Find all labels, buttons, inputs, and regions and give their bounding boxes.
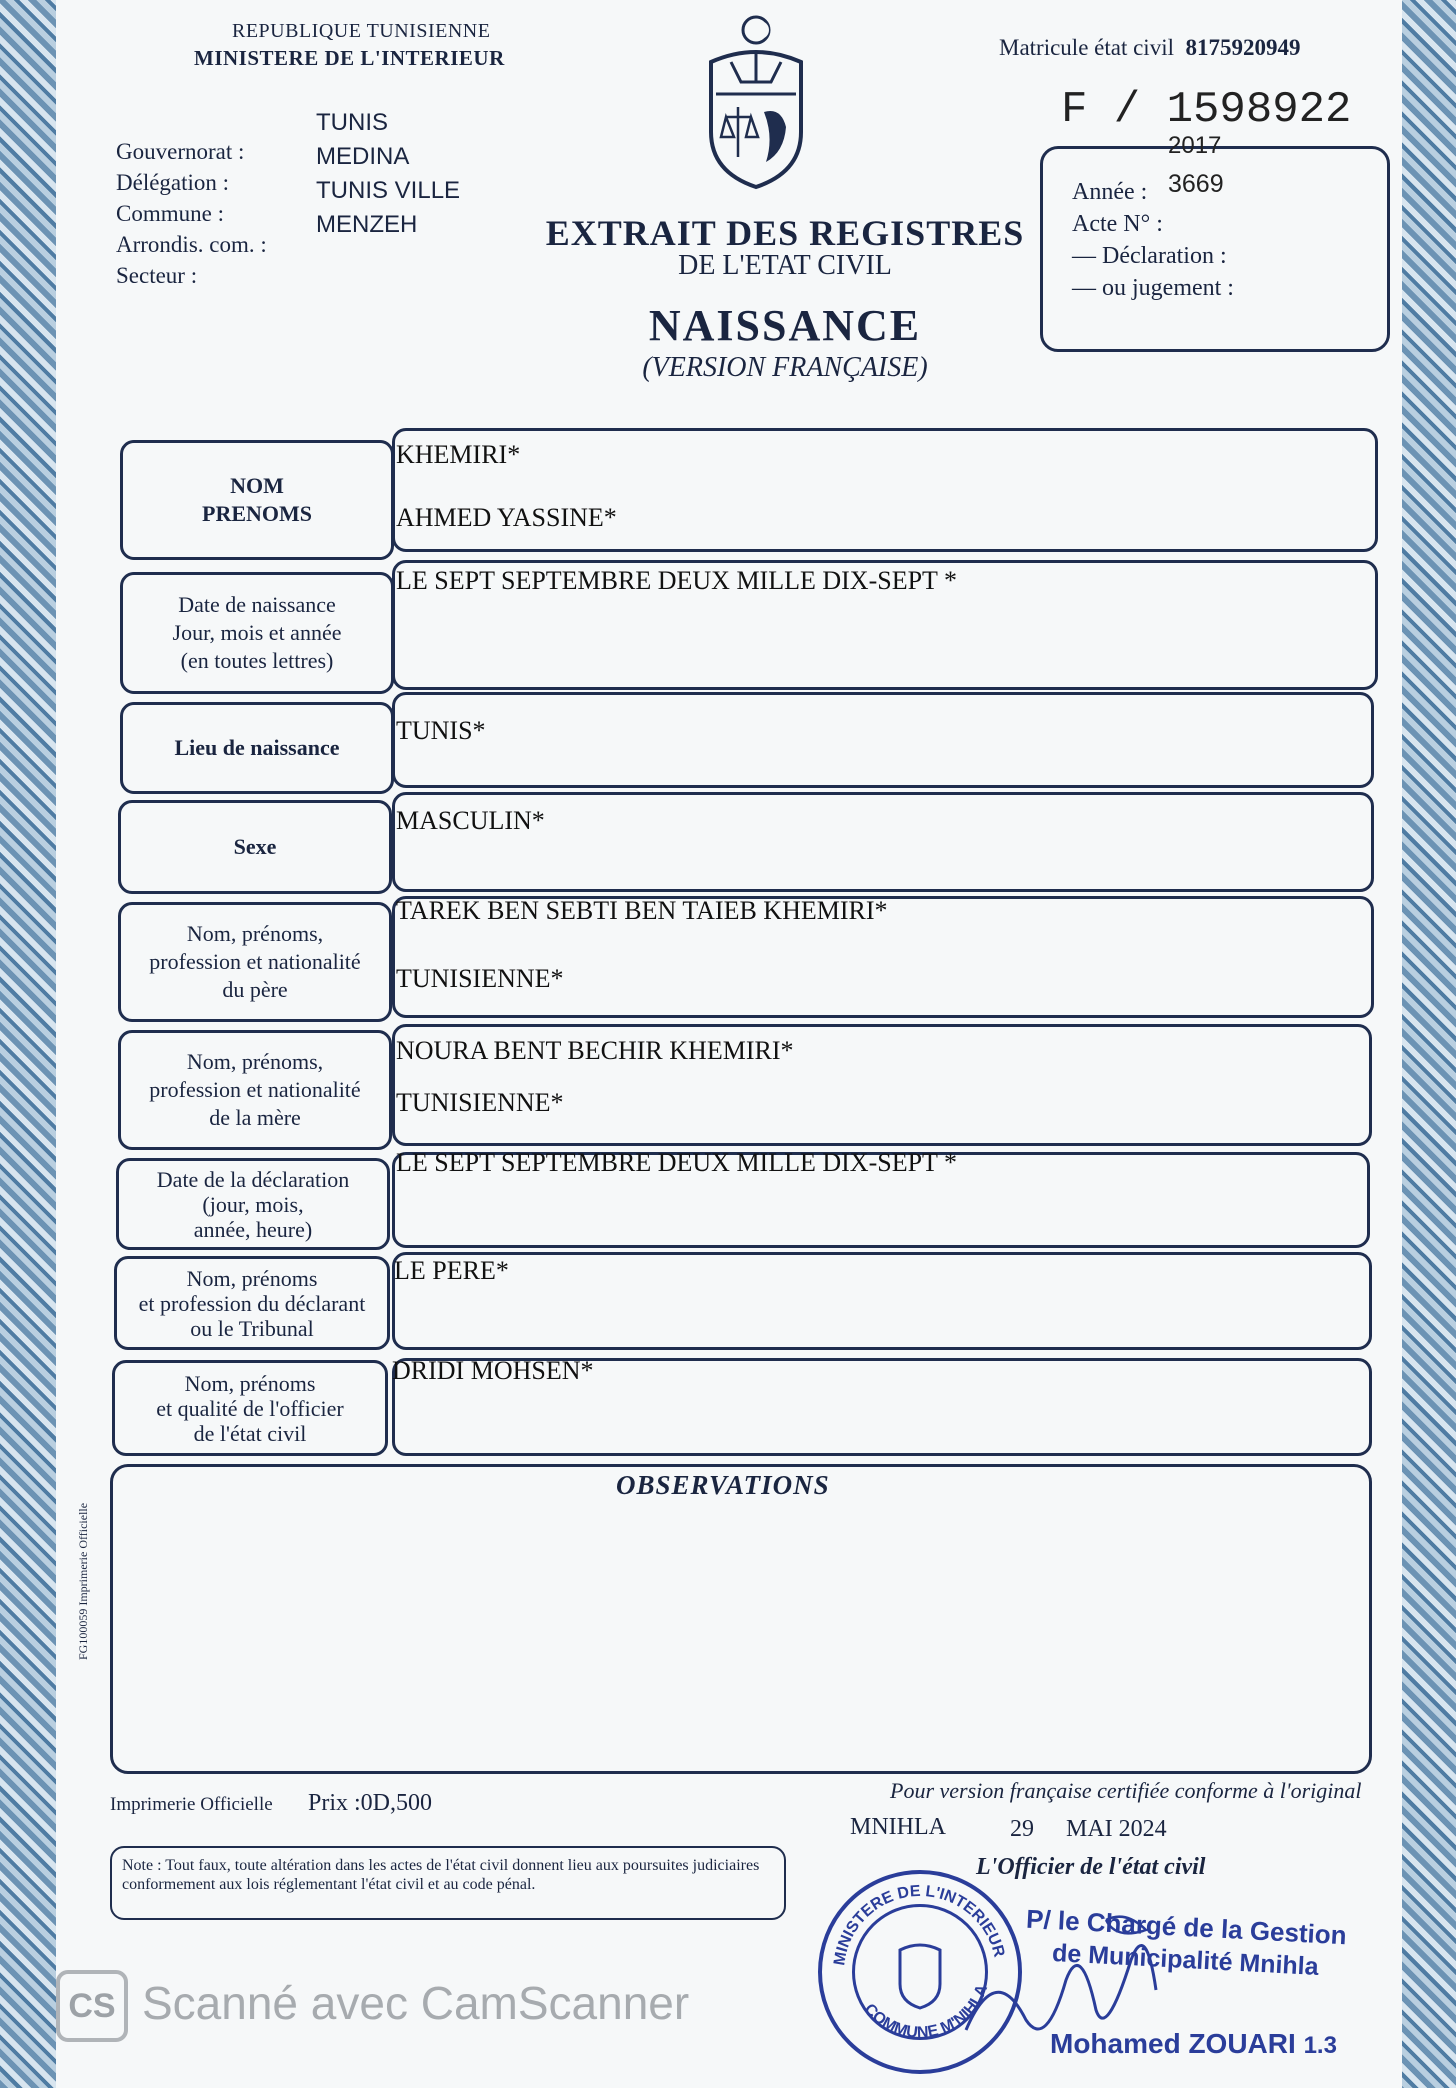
officier-label: Nom, prénoms et qualité de l'officier de l'état civil bbox=[112, 1360, 388, 1456]
officer-title: L'Officier de l'état civil bbox=[976, 1854, 1206, 1880]
nom-prenoms-label: NOM PRENOMS bbox=[120, 440, 394, 560]
delegation-value: MEDINA bbox=[316, 143, 410, 170]
secteur-label: Secteur : bbox=[116, 263, 198, 288]
place-value: MNIHLA bbox=[850, 1814, 946, 1840]
stamp-signer-suffix: 1.3 bbox=[1303, 2032, 1337, 2059]
delegation-label: Délégation : bbox=[116, 170, 230, 195]
title-line2: DE L'ETAT CIVIL bbox=[678, 250, 892, 281]
commune-value: TUNIS VILLE bbox=[316, 177, 461, 204]
right-decorative-border bbox=[1396, 0, 1456, 2088]
lieu-naissance-label: Lieu de naissance bbox=[120, 702, 394, 794]
annee-label: Année : bbox=[1072, 179, 1148, 205]
mere-nationalite-value: TUNISIENNE* bbox=[396, 1088, 564, 1117]
arrondissement-value: MENZEH bbox=[316, 211, 418, 238]
pere-label: Nom, prénoms, profession et nationalité du père bbox=[118, 902, 392, 1022]
prix-label: Prix :0D,500 bbox=[308, 1790, 433, 1816]
acte-number-label: Acte N° : bbox=[1072, 211, 1163, 237]
date-declaration-label: Date de la déclaration (jour, mois, année, heure) bbox=[116, 1158, 390, 1250]
prenoms-value: AHMED YASSINE* bbox=[396, 503, 617, 532]
arrondissement-label: Arrondis. com. : bbox=[116, 232, 267, 257]
observations-title: OBSERVATIONS bbox=[616, 1470, 830, 1500]
sexe-value: MASCULIN* bbox=[396, 806, 545, 835]
republic-label: REPUBLIQUE TUNISIENNE bbox=[232, 20, 491, 42]
jugement-label: — ou jugement : bbox=[1072, 275, 1234, 301]
stamp-ring-top-path: MINISTERE DE L'INTERIEUR bbox=[831, 1882, 1008, 1967]
ministry-label: MINISTERE DE L'INTERIEUR bbox=[194, 46, 505, 70]
matricule-value: 8175920949 bbox=[1185, 35, 1301, 60]
stamp-emblem-icon bbox=[900, 1945, 940, 2008]
date-declaration-value: LE SEPT SEPTEMBRE DEUX MILLE DIX-SEPT * bbox=[396, 1148, 957, 1177]
mere-nom-value: NOURA BENT BECHIR KHEMIRI* bbox=[396, 1036, 794, 1065]
imprimerie-label: Imprimerie Officielle bbox=[110, 1794, 273, 1815]
location-labels bbox=[116, 136, 267, 291]
title-naissance: NAISSANCE bbox=[648, 301, 922, 350]
stamp-ring-bottom-path: COMMUNE M'NIHLA bbox=[860, 1982, 992, 2042]
stamp-signer bbox=[1050, 2028, 1337, 2060]
nom-prenoms-field bbox=[392, 428, 1378, 552]
legal-note: Note : Tout faux, toute altération dans les actes de l'état civil donnent lieu aux poursuites judiciaires conformement aux lois réglementant l'état civil et au code pénal. bbox=[110, 1846, 786, 1920]
camscanner-watermark-text: Scanné avec CamScanner bbox=[142, 1977, 690, 2029]
stamp-line2: de Municipalité Mnihla bbox=[1051, 1939, 1320, 1981]
lieu-naissance-value: TUNIS* bbox=[396, 716, 486, 745]
stamp-line1: P/ le Chargé de la Gestion bbox=[1025, 1903, 1348, 1951]
left-decorative-border bbox=[0, 0, 60, 2088]
pere-nationalite-value: TUNISIENNE* bbox=[396, 964, 564, 993]
gouvernorat-value: TUNIS bbox=[316, 109, 388, 136]
observations-box bbox=[110, 1464, 1372, 1774]
date-naissance-label bbox=[120, 572, 394, 694]
declarant-label: Nom, prénoms et profession du déclarant ou le Tribunal bbox=[114, 1256, 390, 1350]
acte-number-value: 3669 bbox=[1168, 170, 1224, 198]
camscanner-logo-icon: CS bbox=[56, 1970, 128, 2042]
sexe-label: Sexe bbox=[118, 800, 392, 894]
serial-number: F / 1598922 bbox=[1061, 85, 1352, 135]
declarant-field bbox=[392, 1252, 1372, 1350]
certificate-paper bbox=[56, 0, 1402, 2088]
lieu-naissance-field bbox=[392, 692, 1374, 788]
matricule-label-text: Matricule état civil bbox=[999, 35, 1174, 60]
annee-value: 2017 bbox=[1168, 132, 1222, 159]
declarant-value: LE PERE* bbox=[394, 1256, 509, 1285]
date-naissance-label-text: Date de naissance Jour, mois et année (en toutes lettres) bbox=[172, 592, 342, 673]
date-naissance-value: LE SEPT SEPTEMBRE DEUX MILLE DIX-SEPT * bbox=[396, 566, 957, 595]
pere-nom-value: TAREK BEN SEBTI BEN TAIEB KHEMIRI* bbox=[396, 896, 888, 925]
stamp-signer-name: Mohamed ZOUARI bbox=[1050, 2028, 1296, 2059]
date-month-year: MAI 2024 bbox=[1066, 1816, 1167, 1842]
side-print-code: FG100059 Imprimerie Officielle bbox=[76, 1502, 90, 1660]
date-day: 29 bbox=[1010, 1816, 1034, 1842]
officier-value: DRIDI MOHSEN* bbox=[392, 1356, 594, 1385]
mere-label: Nom, prénoms, profession et nationalité de la mère bbox=[118, 1030, 392, 1150]
matricule-label bbox=[999, 35, 1300, 61]
nom-value: KHEMIRI* bbox=[396, 440, 521, 469]
tunisia-coat-of-arms-icon bbox=[696, 12, 816, 192]
title-version: (VERSION FRANÇAISE) bbox=[642, 352, 928, 383]
declaration-label: — Déclaration : bbox=[1072, 243, 1227, 269]
gouvernorat-label: Gouvernorat : bbox=[116, 139, 245, 164]
certified-label: Pour version française certifiée conforme à l'original bbox=[890, 1778, 1362, 1803]
location-values bbox=[316, 106, 460, 242]
commune-label: Commune : bbox=[116, 201, 224, 226]
title-line1: EXTRAIT DES REGISTRES bbox=[545, 213, 1025, 253]
